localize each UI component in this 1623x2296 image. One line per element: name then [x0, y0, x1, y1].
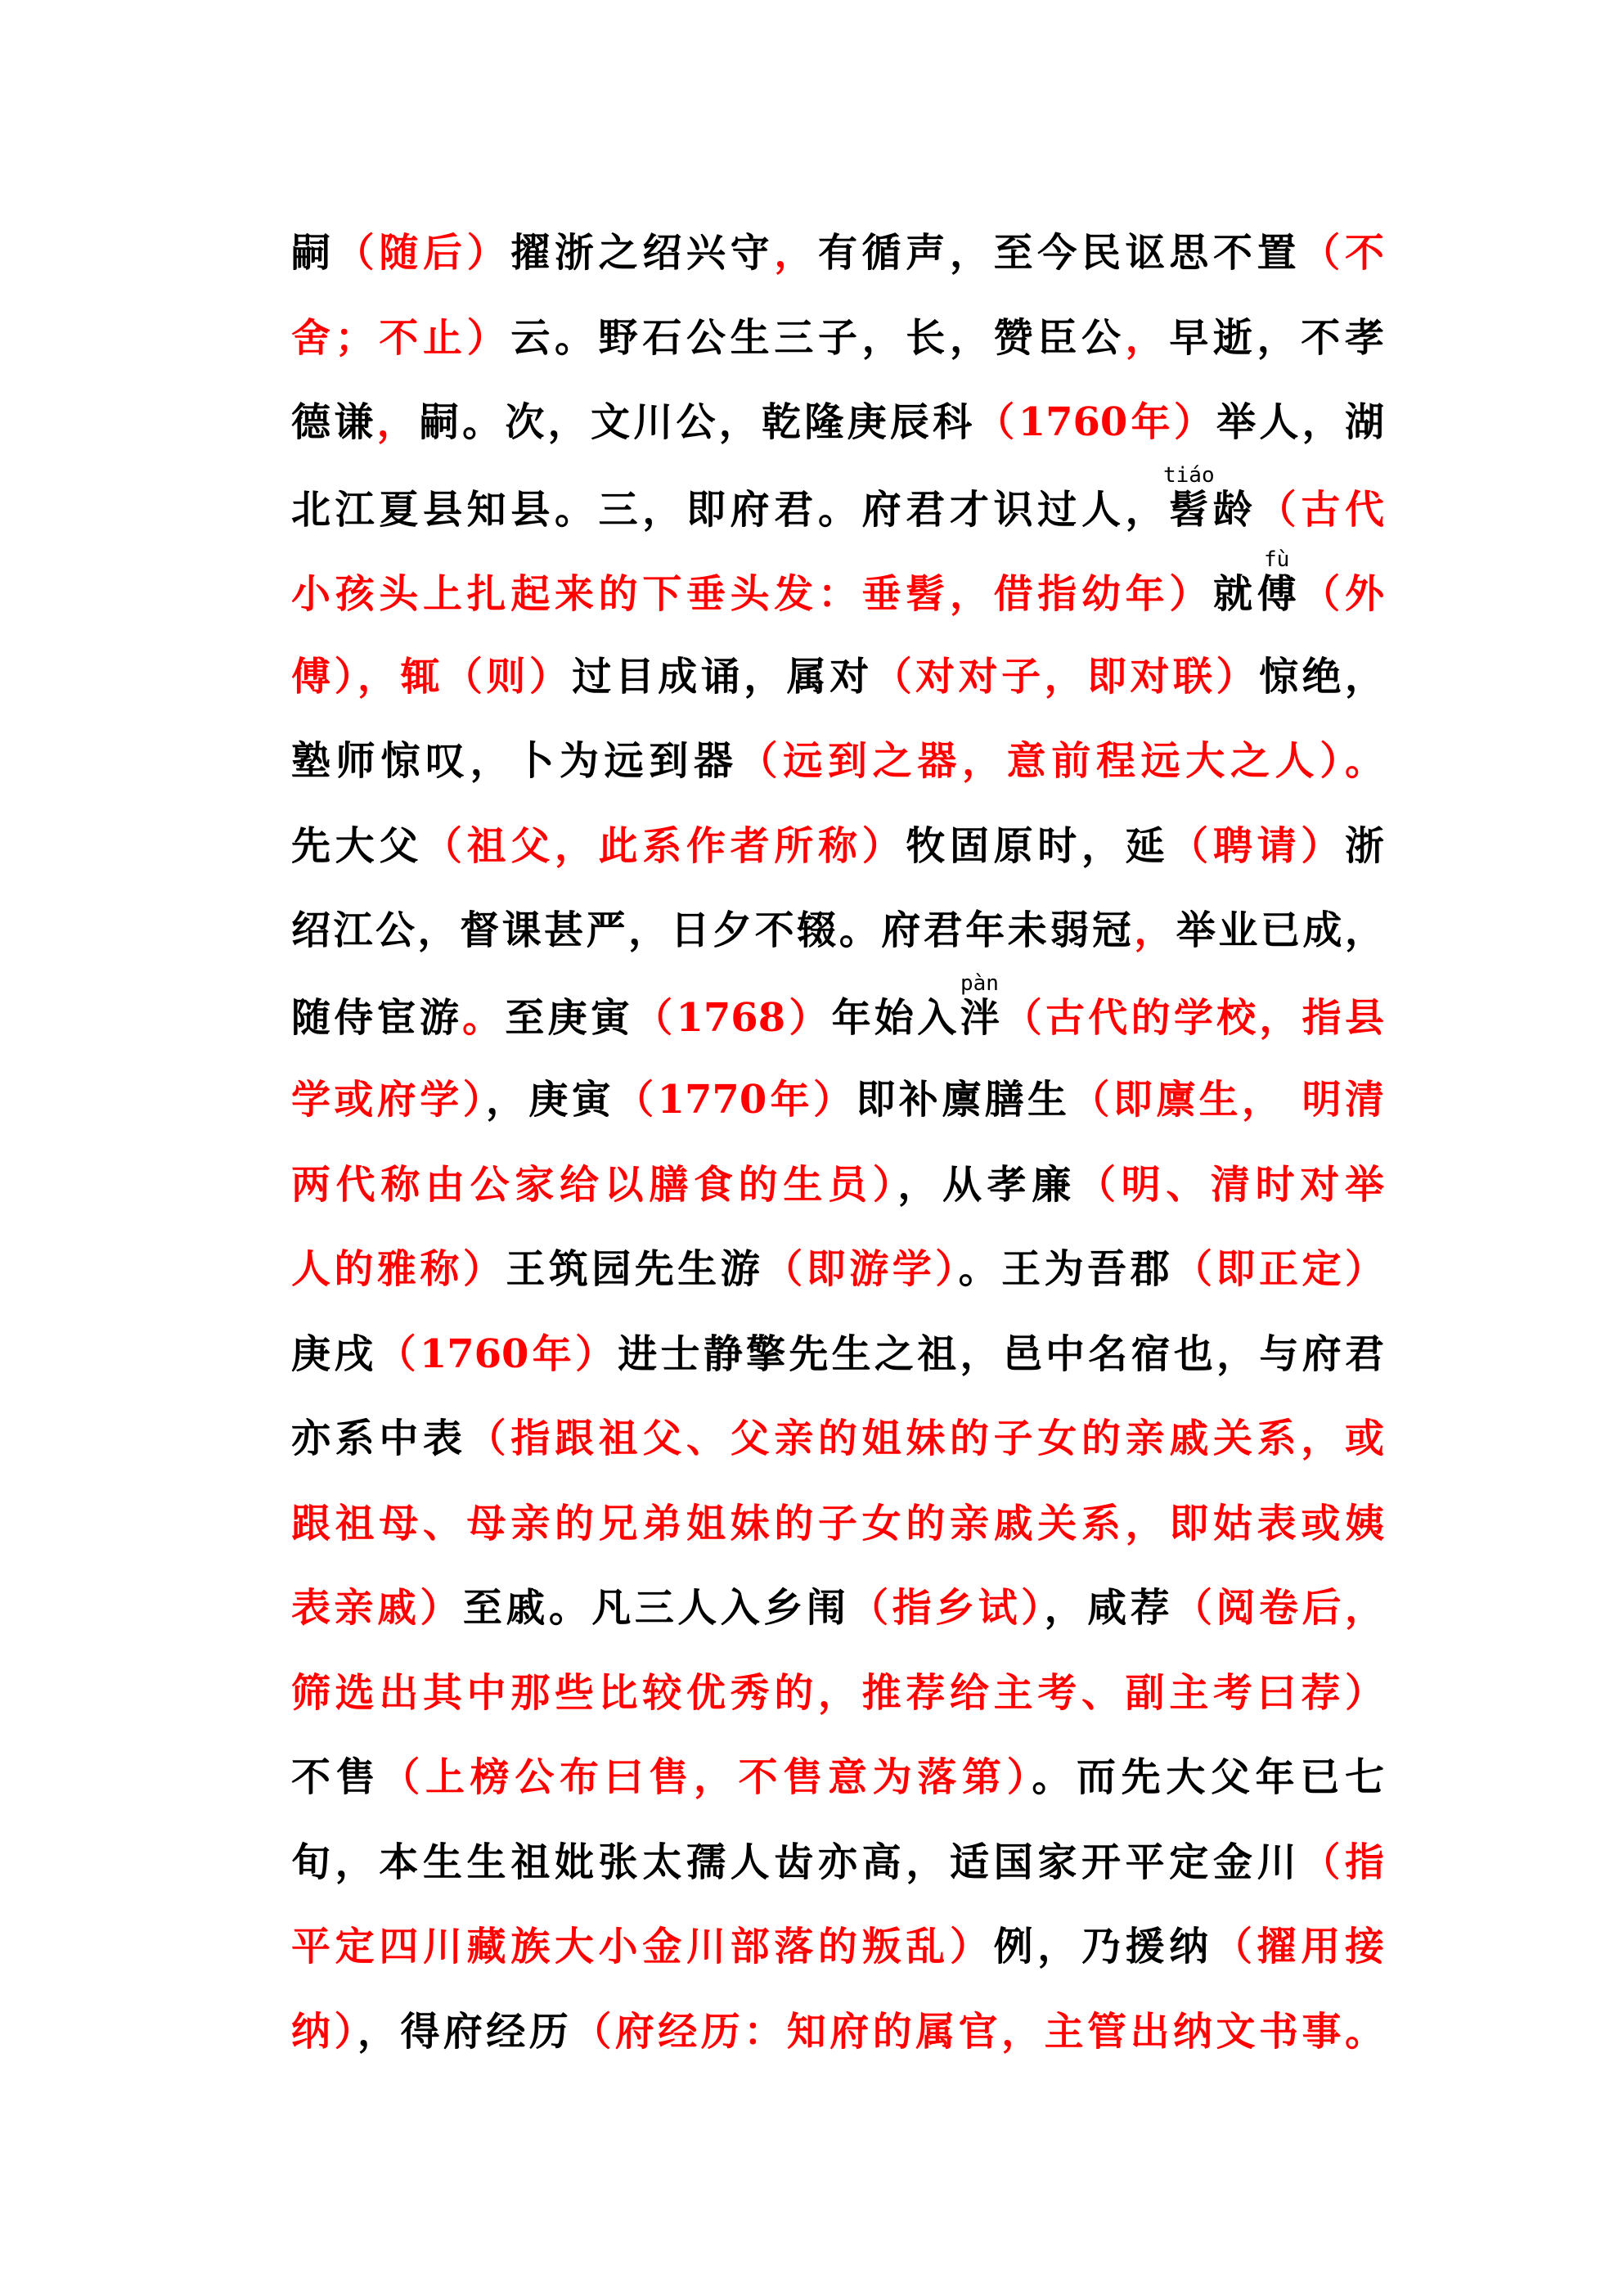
body-text: ，从孝廉: [897, 1161, 1077, 1208]
body-text: 绍江公，督课甚严，日夕不辍。府君年未弱冠: [291, 907, 1135, 953]
body-text: 先大父: [291, 822, 423, 869]
body-text: ，咸荐: [1044, 1585, 1174, 1631]
body-text: ，得府经历: [357, 2008, 573, 2055]
body-text: 亦系中表: [291, 1416, 467, 1461]
pinyin-annotation: fù: [1257, 547, 1297, 572]
text-line: [291, 889, 1384, 974]
annotation-text: 纳）: [291, 2008, 357, 2055]
annotation-text: （上榜公布曰售，不售意为落第）: [380, 1754, 1032, 1800]
annotation-text: ，: [774, 230, 818, 276]
annotation-text: 平定四川藏族大小金川部落的叛乱）: [291, 1924, 994, 1970]
annotation-text: （指跟祖父、父亲的姐妹的子女的亲戚关系，或: [466, 1416, 1384, 1461]
annotation-text: （1760年）: [376, 1330, 618, 1377]
body-text: 举人，湖: [1216, 399, 1384, 445]
text-line: [291, 804, 1384, 889]
annotation-text: 筛选出其中那些比较优秀的，推荐给主考、副主考曰荐）: [291, 1669, 1384, 1716]
annotation-text: ，: [376, 399, 420, 445]
annotation-text: （即正定）: [1173, 1246, 1384, 1292]
text-line: [291, 1821, 1384, 1906]
character: 泮: [960, 994, 1003, 1041]
body-text: 即补廪膳生: [856, 1077, 1071, 1123]
annotation-text: ，: [1134, 907, 1176, 953]
body-text: 至戚。凡三人入乡闱: [462, 1585, 850, 1631]
annotation-text: （指乡试）: [849, 1585, 1045, 1631]
body-text: 过目成诵，属对: [572, 653, 873, 700]
annotation-text: （远到之器，意前程远大之人）。: [738, 738, 1384, 784]
body-text: 浙: [1344, 822, 1384, 869]
annotation-text: （随后）: [335, 230, 511, 276]
annotation-text: 人的雅称）: [291, 1246, 506, 1292]
body-text: 随侍宦游: [291, 994, 463, 1041]
body-text: 。王为吾郡: [958, 1246, 1174, 1292]
body-text: 不售: [291, 1754, 381, 1800]
annotation-text: （对对子，即对联）: [872, 653, 1259, 700]
text-line: [291, 970, 1384, 1059]
pinyin-annotation: pàn: [960, 970, 1000, 996]
text-line: [291, 547, 1384, 635]
body-text: 嗣: [291, 230, 335, 276]
text-line: [291, 1736, 1384, 1821]
text-line: [291, 1227, 1384, 1312]
annotation-text: （擢用接: [1212, 1924, 1384, 1970]
annotation-text: 两代称由公家给以膳食的生员）: [291, 1161, 898, 1208]
body-text: 例，乃援纳: [993, 1924, 1213, 1970]
annotation-text: 学或府学）: [291, 1077, 487, 1123]
body-text: 牧固原时，延: [906, 822, 1170, 869]
text-line: [291, 211, 1384, 296]
annotation-text: （指: [1301, 1839, 1384, 1885]
annotation-text: （府经历：知府的属官，主管出纳文书事。: [572, 2008, 1384, 2055]
text-line: [291, 1312, 1384, 1398]
text-line: [291, 380, 1384, 466]
body-text: 庚戌: [291, 1330, 377, 1377]
annotation-text: （古代: [1257, 486, 1384, 533]
body-text: 北江夏县知县。三，即府君。府君才识过人，: [291, 486, 1170, 533]
body-text: 王筑园先生游: [506, 1246, 764, 1292]
annotation-text: （1770年）: [614, 1077, 856, 1123]
annotation-text: ，: [1125, 314, 1170, 361]
body-text: 举业已成，: [1176, 907, 1384, 953]
annotation-text: （古代的学校，指县: [1002, 994, 1384, 1041]
annotation-text: （祖父，此系作者所称）: [423, 822, 906, 869]
body-text: 至庚寅: [505, 994, 634, 1041]
body-text: 早逝，不孝: [1169, 314, 1384, 361]
text-line: [291, 296, 1384, 381]
annotation-text: 。: [462, 994, 506, 1041]
annotated-character: [1162, 462, 1215, 533]
body-text: 。而先大父年已七: [1032, 1754, 1384, 1800]
annotation-text: （不: [1301, 230, 1384, 276]
text-line: [291, 1905, 1384, 1990]
body-text: 德谦: [291, 399, 377, 445]
annotation-text: （明、清时对举: [1076, 1161, 1384, 1208]
text-line: [291, 1651, 1384, 1736]
body-text: 云。野石公生三子，长，赞臣公: [510, 314, 1126, 361]
annotation-text: 表亲戚）: [291, 1585, 463, 1631]
body-text: 嗣。次，文川公，乾隆庚辰科: [419, 399, 976, 445]
body-text: ，庚寅: [486, 1077, 615, 1123]
annotation-text: （聘请）: [1169, 822, 1345, 869]
pinyin-annotation: tiáo: [1162, 462, 1215, 488]
body-text: 就: [1212, 571, 1257, 617]
text-line: [291, 719, 1384, 804]
text-line: [291, 462, 1384, 551]
annotation-text: 小孩头上扎起来的下垂头发：垂髫，借指幼年）: [291, 571, 1213, 617]
body-text: 有循声，至今民讴思不置: [817, 230, 1302, 276]
body-text: 旬，本生生祖妣张太孺人齿亦高，适国家开平定金川: [291, 1839, 1302, 1885]
document-page: [291, 211, 1384, 2074]
text-line: [291, 1397, 1384, 1482]
annotation-text: 跟祖母、母亲的兄弟姐妹的子女的亲戚关系，即姑表或姨: [291, 1500, 1384, 1546]
text-line: [291, 635, 1384, 720]
text-line: [291, 1990, 1384, 2075]
text-line: [291, 1143, 1384, 1228]
body-text: 年始入: [831, 994, 960, 1041]
annotation-text: 傅），辄（则）: [291, 653, 573, 700]
body-text: 进士静擎先生之祖，邑中名宿也，与府君: [618, 1330, 1384, 1377]
body-text: 龄: [1208, 486, 1257, 533]
annotation-text: （外: [1301, 571, 1384, 617]
character: 髫: [1162, 486, 1215, 533]
annotation-text: （1760年）: [975, 399, 1217, 445]
text-line: [291, 1482, 1384, 1567]
annotation-text: （即廪生， 明清: [1070, 1077, 1384, 1123]
annotation-text: 舍；不止）: [291, 314, 511, 361]
body-text: 惊绝，: [1259, 653, 1384, 700]
text-line: [291, 1566, 1384, 1651]
body-text: 擢浙之绍兴守: [510, 230, 775, 276]
character: 傅: [1257, 571, 1302, 617]
annotated-character: [1257, 547, 1302, 617]
annotation-text: （即游学）: [763, 1246, 959, 1292]
text-line: [291, 1058, 1384, 1143]
annotation-text: （阅卷后，: [1173, 1585, 1384, 1631]
annotation-text: （1768）: [633, 994, 832, 1041]
annotated-character: [960, 970, 1003, 1041]
body-text: 塾师惊叹，卜为远到器: [291, 738, 739, 784]
